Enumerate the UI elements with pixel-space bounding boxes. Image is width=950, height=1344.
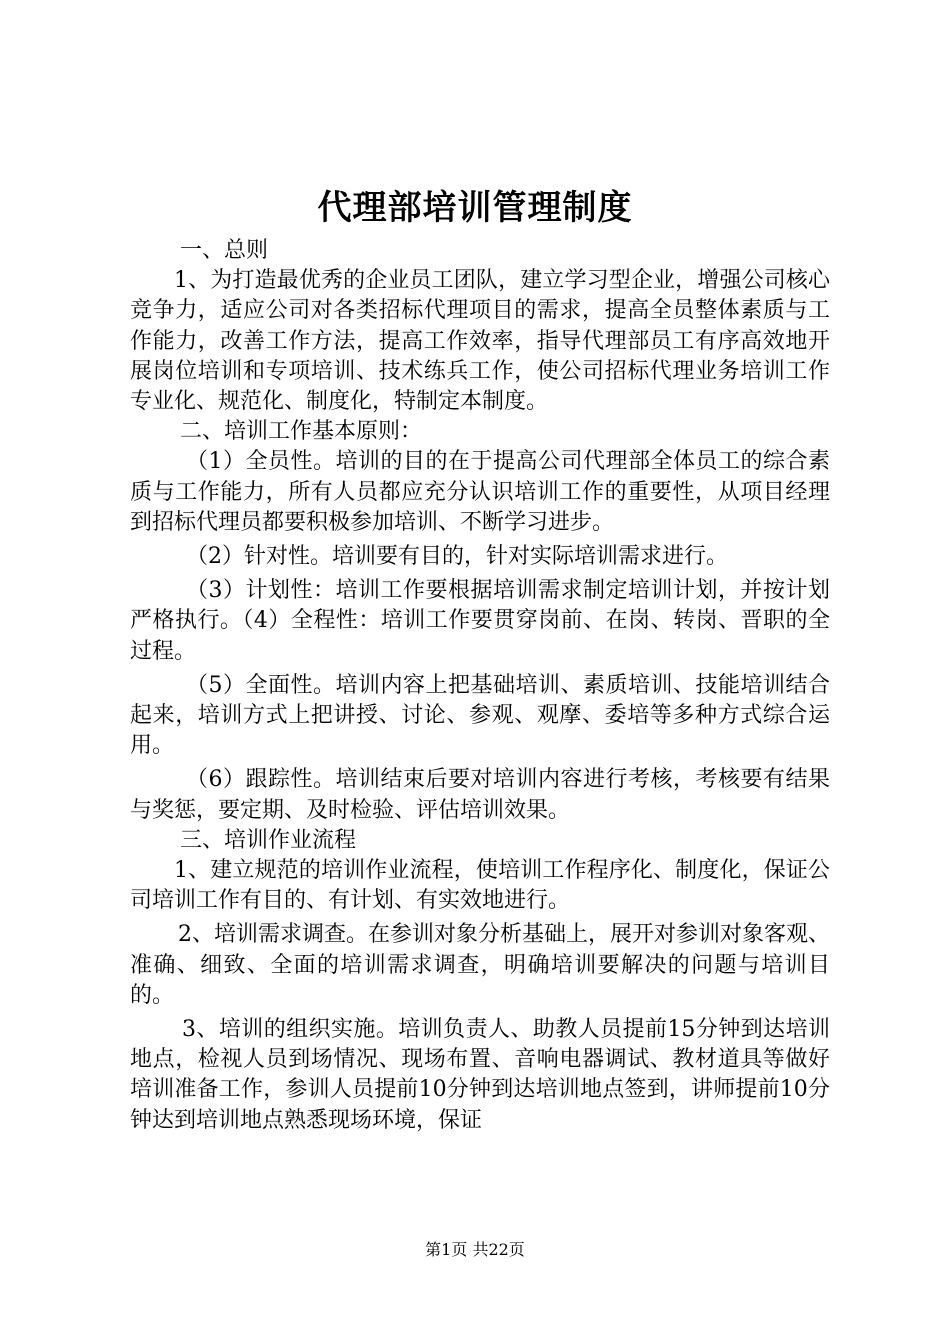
- paragraph: （6）跟踪性。培训结束后要对培训内容进行考核，考核要有结果与奖惩，要定期、及时检验、评估培训效果。: [130, 767, 830, 823]
- paragraph: （5）全面性。培训内容上把基础培训、素质培训、技能培训结合起来，培训方式上把讲授、讨论、参观、观摩、委培等多种方式综合运用。: [130, 672, 830, 759]
- section-heading-process: 三、培训作业流程: [180, 827, 357, 853]
- paragraph: 3、培训的组织实施。培训负责人、助教人员提前15分钟到达培训地点，检视人员到场情况、现场布置、音响电器调试、教材道具等做好培训准备工作，参训人员提前10分钟到达培训地点签到，讲师提前10分钟达到培训地点熟悉现场环境，保证: [130, 1017, 830, 1133]
- section-heading-general: 一、总则: [180, 238, 269, 263]
- paragraph: （2）针对性。培训要有目的，针对实际培训需求进行。: [186, 544, 728, 570]
- paragraph: 2、培训需求调查。在参训对象分析基础上，展开对参训对象客观、准确、细致、全面的培训需求调查，明确培训要解决的问题与培训目的。: [130, 922, 830, 1008]
- document-body: [130, 236, 830, 1136]
- document-title: 代理部培训管理制度: [317, 188, 633, 228]
- page-number: 第1页 共22页: [425, 1240, 525, 1259]
- paragraph: 1、为打造最优秀的企业员工团队，建立学习型企业，增强公司核心竞争力，适应公司对各类招标代理项目的需求，提高全员整体素质与工作能力，改善工作方法，提高工作效率，指导代理部员工有序高效地开展岗位培训和专项培训、技术练兵工作，使公司招标代理业务培训工作专业化、规范化、制度化，特制定本制度。: [130, 268, 830, 415]
- section-heading-principles: 二、培训工作基本原则：: [180, 419, 423, 445]
- paragraph: （1）全员性。培训的目的在于提高公司代理部全体员工的综合素质与工作能力，所有人员都应充分认识培训工作的重要性，从项目经理到招标代理员都要积极参加培训、不断学习进步。: [130, 449, 830, 535]
- paragraph: 1、建立规范的培训作业流程，使培训工作程序化、制度化，保证公司培训工作有目的、有计划、有实效地进行。: [130, 858, 830, 914]
- paragraph: （3）计划性：培训工作要根据培训需求制定培训计划，并按计划严格执行。（4）全程性：培训工作要贯穿岗前、在岗、转岗、晋职的全过程。: [130, 578, 830, 664]
